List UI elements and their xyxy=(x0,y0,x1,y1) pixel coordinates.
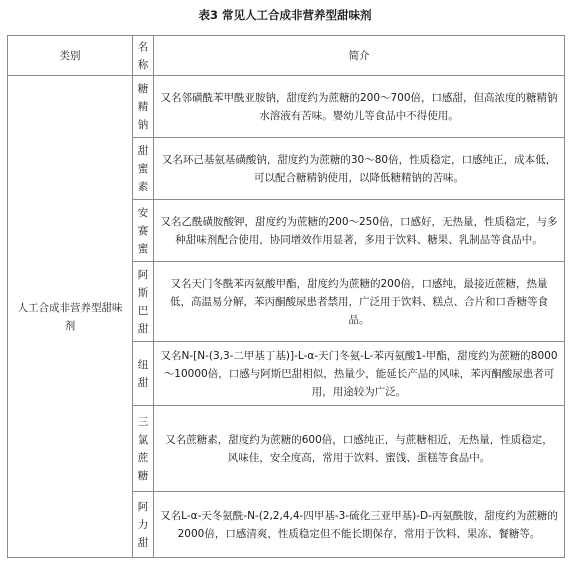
name-cell: 甜蜜素 xyxy=(133,138,154,200)
intro-cell: 又名天门冬酰苯丙氨酸甲酯，甜度约为蔗糖的200倍，口感纯，最接近蔗糖，热量低，高温易分解，苯丙酮酸尿患者禁用，广泛用于饮料、糕点、合片和口香糖等食品。 xyxy=(154,262,565,342)
intro-cell: 又名L-α-天冬氨酰-N-(2,2,4,4-四甲基-3-硫化三亚甲基)-D-丙氨酰胺，甜度约为蔗糖的2000倍，口感清爽，性质稳定但不能长期保存，常用于饮料、果冻、餐糖等。 xyxy=(154,492,565,558)
header-category: 类别 xyxy=(8,36,133,76)
intro-cell: 又名乙酰磺胺酸钾，甜度约为蔗糖的200～250倍，口感好，无热量，性质稳定，与多种甜味剂配合使用，协同增效作用显著，多用于饮料、糖果、乳制品等食品中。 xyxy=(154,200,565,262)
header-row xyxy=(8,36,565,76)
name-cell: 阿力甜 xyxy=(133,492,154,558)
name-cell: 纽甜 xyxy=(133,342,154,406)
table-row xyxy=(8,76,565,138)
intro-cell: 又名邻磺酰苯甲酰亚胺钠，甜度约为蔗糖的200～700倍，口感甜，但高浓度的糖精钠水溶液有苦味。婴幼儿等食品中不得使用。 xyxy=(154,76,565,138)
name-cell: 糖精钠 xyxy=(133,76,154,138)
name-cell: 安赛蜜 xyxy=(133,200,154,262)
sweetener-table xyxy=(7,35,565,558)
intro-cell: 又名N-[N-(3,3-二甲基丁基)]-L-α-天门冬氨-L-苯丙氨酸1-甲酯，甜度约为蔗糖的8000～10000倍，口感与阿斯巴甜相似，热量少，能延长产品的风味，苯丙酮酸尿患者可用，用途较为广泛。 xyxy=(154,342,565,406)
header-intro: 简介 xyxy=(154,36,565,76)
header-name: 名称 xyxy=(133,36,154,76)
intro-cell: 又名蔗糖素，甜度约为蔗糖的600倍，口感纯正，与蔗糖相近，无热量，性质稳定，风味佳，安全度高，常用于饮料、蜜饯、蛋糕等食品中。 xyxy=(154,406,565,492)
category-cell: 人工合成非营养型甜味剂 xyxy=(8,76,133,558)
intro-cell: 又名环己基氨基磺酸钠，甜度约为蔗糖的30～80倍，性质稳定，口感纯正，成本低，可以配合糖精钠使用，以降低糖精钠的苦味。 xyxy=(154,138,565,200)
name-cell: 三氯蔗糖 xyxy=(133,406,154,492)
name-cell: 阿斯巴甜 xyxy=(133,262,154,342)
table-caption: 表3 常见人工合成非营养型甜味剂 xyxy=(198,8,372,22)
